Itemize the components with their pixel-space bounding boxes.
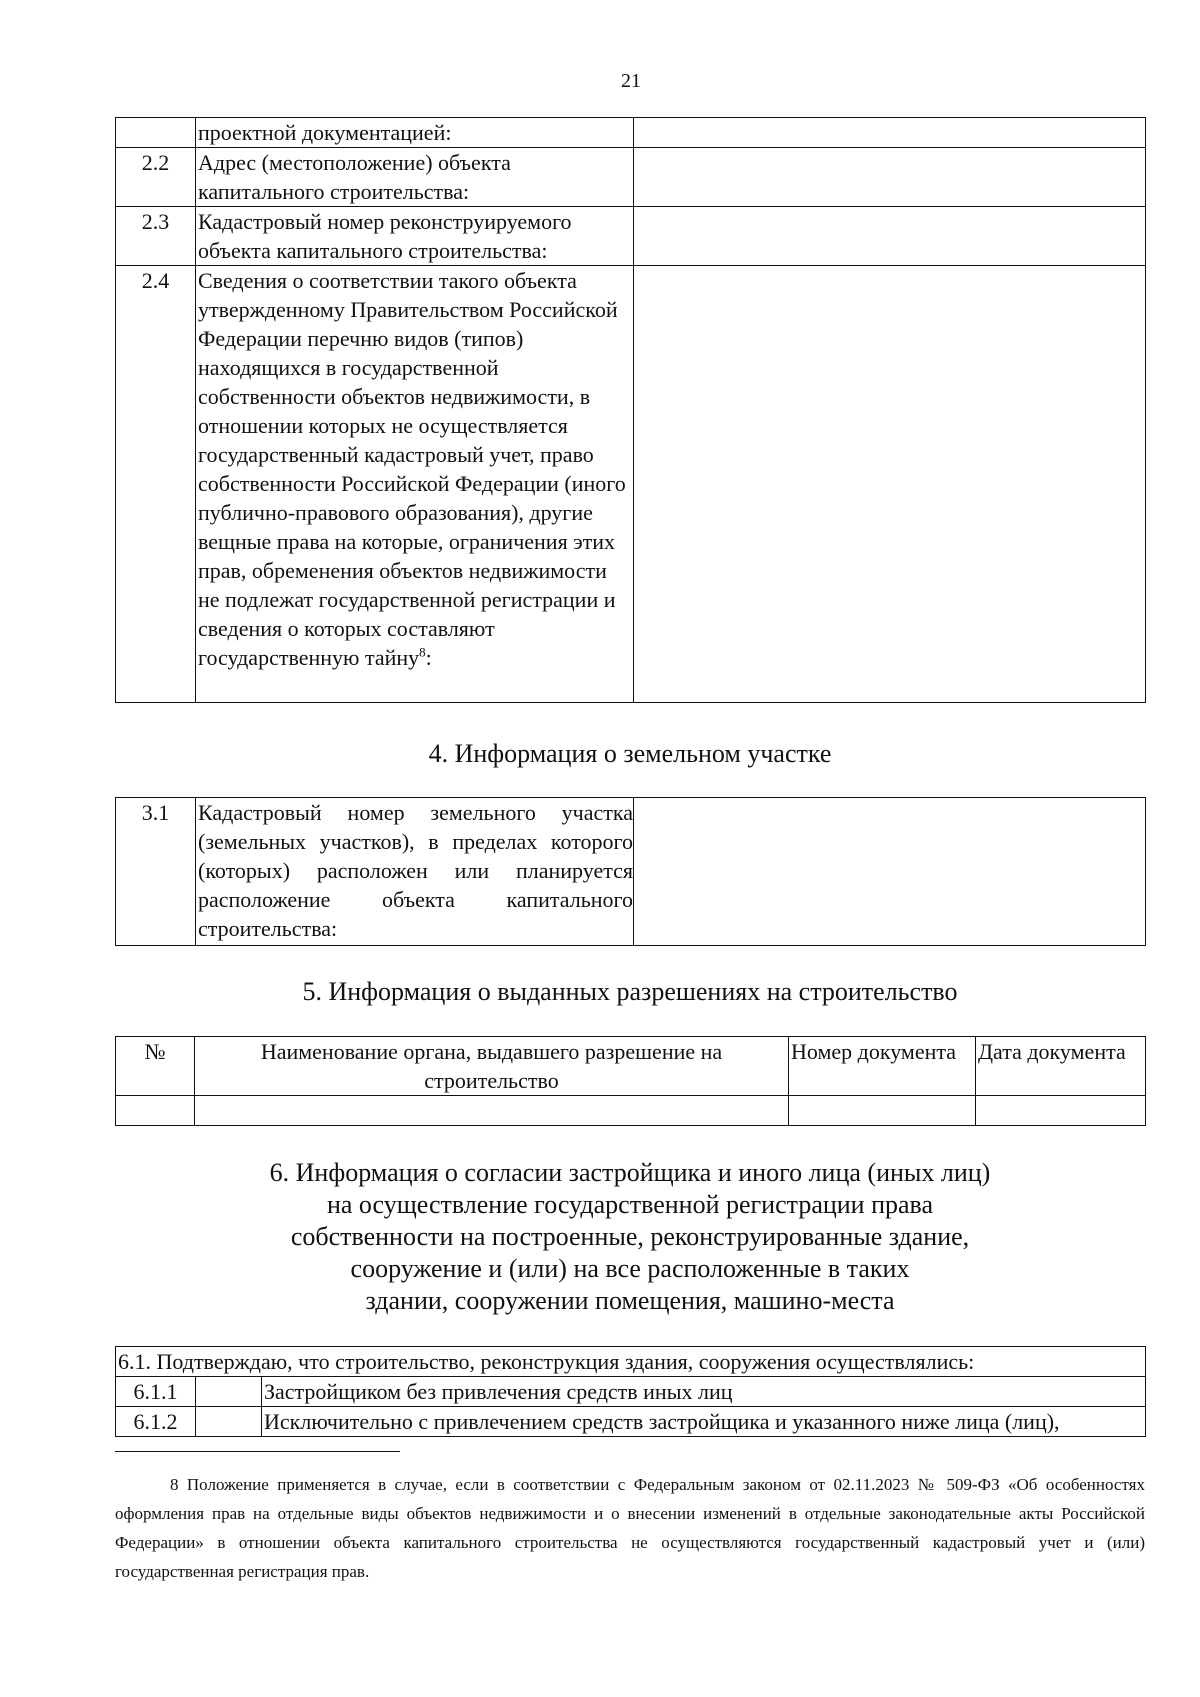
- value-cell[interactable]: [634, 148, 1146, 207]
- permits-table: [115, 1036, 1146, 1126]
- footnote-separator: [115, 1451, 400, 1452]
- table-row: [116, 207, 1146, 266]
- row-number: 6.1.2: [116, 1407, 196, 1437]
- page-number: 21: [621, 70, 641, 92]
- value-cell[interactable]: [634, 207, 1146, 266]
- section-6-title: [115, 1157, 1145, 1317]
- table-row: [116, 1377, 1146, 1407]
- table-row: [116, 118, 1146, 148]
- row-label: Адрес (местоположение) объекта капитального строительства:: [196, 148, 634, 207]
- row-label: Кадастровый номер реконструируемого объекта капитального строительства:: [196, 207, 634, 266]
- cell-authority[interactable]: [195, 1096, 789, 1126]
- section-6-title-line: 6. Информация о согласии застройщика и иного лица (иных лиц): [269, 1158, 991, 1187]
- row-number: [116, 118, 196, 148]
- mark-cell[interactable]: [196, 1407, 262, 1437]
- value-cell[interactable]: [634, 266, 1146, 703]
- section-6-title-line: здании, сооружении помещения, машино-места: [365, 1286, 895, 1315]
- row-label: Кадастровый номер земельного участка (земельных участков), в пределах которого (которых) расположен или планируется расположение объекта капитального строительства:: [196, 798, 634, 946]
- table-row: [116, 266, 1146, 703]
- land-plot-table: [115, 797, 1146, 946]
- option-text: Застройщиком без привлечения средств иных лиц: [262, 1377, 1146, 1407]
- mark-cell[interactable]: [196, 1377, 262, 1407]
- column-header-authority: Наименование органа, выдавшего разрешение на строительство: [195, 1037, 789, 1096]
- column-header-doc-date: Дата документа: [976, 1037, 1146, 1096]
- row-label: [196, 266, 634, 703]
- section-6-title-line: на осуществление государственной регистрации права: [326, 1190, 934, 1219]
- section-6-title-line: сооружение и (или) на все расположенные в таких: [350, 1254, 910, 1283]
- section-5-title: 5. Информация о выданных разрешениях на строительство: [302, 977, 958, 1006]
- cell-doc-number[interactable]: [789, 1096, 976, 1126]
- row-number: 2.4: [116, 266, 196, 703]
- row-number: 6.1.1: [116, 1377, 196, 1407]
- row-number: 2.3: [116, 207, 196, 266]
- value-cell[interactable]: [634, 118, 1146, 148]
- section-4-title: 4. Информация о земельном участке: [428, 739, 832, 768]
- cell-doc-date[interactable]: [976, 1096, 1146, 1126]
- table-row: [116, 148, 1146, 207]
- table-row: [116, 1407, 1146, 1437]
- row-number: 3.1: [116, 798, 196, 946]
- column-header-number: №: [116, 1037, 195, 1096]
- footnote: 8 Положение применяется в случае, если в соответствии с Федеральным законом от 02.11.2023 № 509-ФЗ «Об особенностях оформления прав на отдельные виды объектов недвижимости и о внесении изменений в отдельные законодательные акты Российской Федерации» в отношении объекта капитального строительства не осуществляются государственный кадастровый учет и (или) государственная регистрация прав.: [115, 1475, 1145, 1581]
- row-label-text: Сведения о соответствии такого объекта утвержденному Правительством Российской Федерации перечню видов (типов) находящихся в государственной собственности объектов недвижимости, в отношении которых не осуществляется государственный кадастровый учет, право собственности Российской Федерации (иного публично-правового образования), другие вещные права на которые, ограничения этих прав, обременения объектов недвижимости не подлежат государственной регистрации и сведения о которых составляют государственную тайну: [198, 268, 626, 670]
- section-6-title-line: собственности на построенные, реконструированные здание,: [290, 1222, 970, 1251]
- footnote-reference[interactable]: 8: [419, 644, 426, 660]
- table-row: [116, 1347, 1146, 1377]
- confirm-statement: 6.1. Подтверждаю, что строительство, реконструкция здания, сооружения осуществлялись:: [116, 1347, 1146, 1377]
- table-header-row: [116, 1037, 1146, 1096]
- value-cell[interactable]: [634, 798, 1146, 946]
- table-row: [116, 798, 1146, 946]
- row-label: проектной документацией:: [196, 118, 634, 148]
- table-row: [116, 1096, 1146, 1126]
- option-text: Исключительно с привлечением средств застройщика и указанного ниже лица (лиц),: [262, 1407, 1146, 1437]
- column-header-doc-number: Номер документа: [789, 1037, 976, 1096]
- row-number: 2.2: [116, 148, 196, 207]
- row-label-end: :: [425, 645, 432, 670]
- object-info-table: [115, 117, 1146, 703]
- cell-number[interactable]: [116, 1096, 195, 1126]
- consent-table: [115, 1346, 1146, 1437]
